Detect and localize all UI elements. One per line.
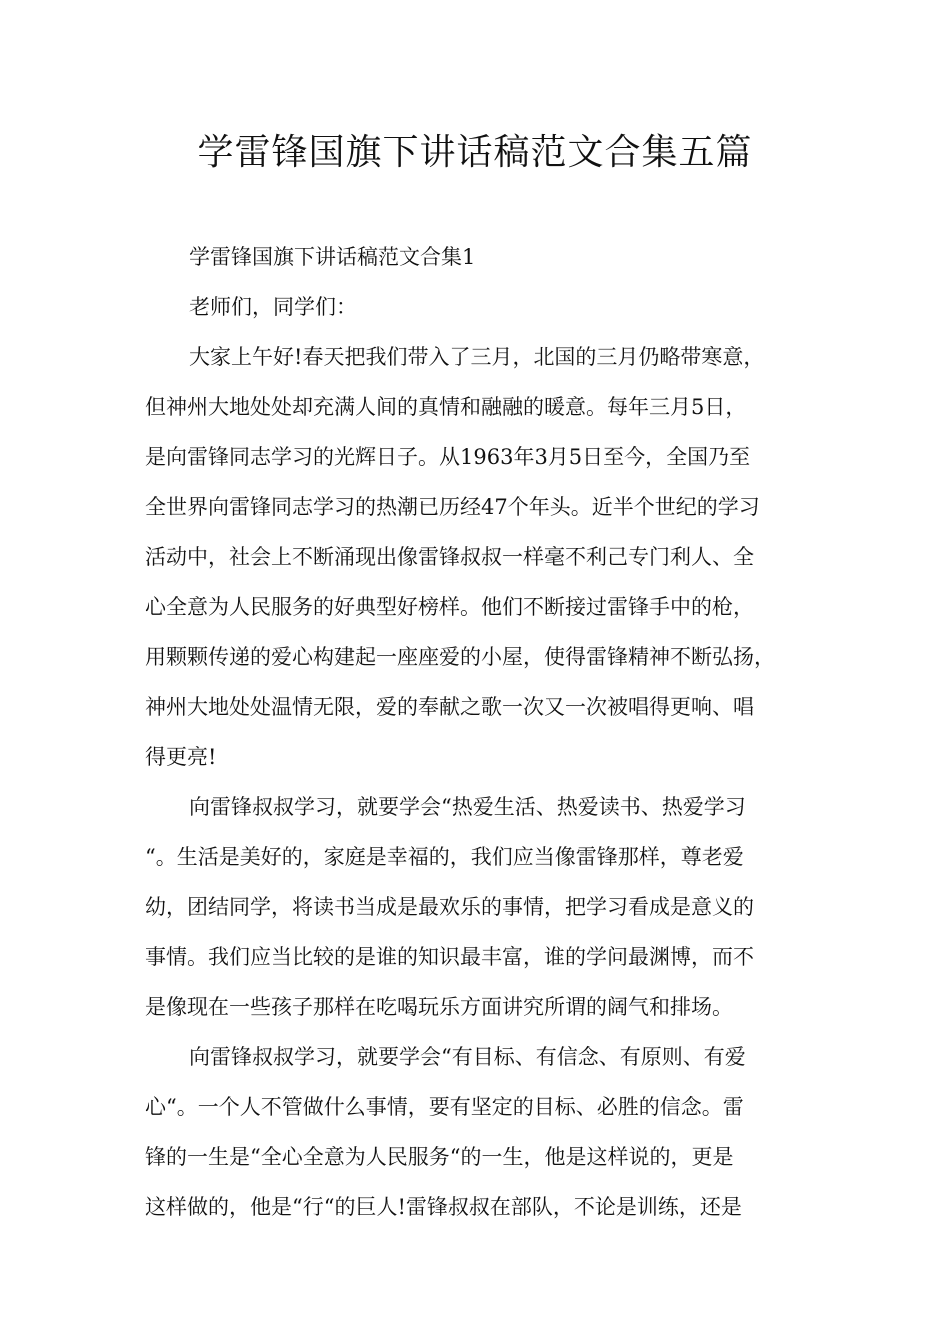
text-line: 这样做的，他是“行“的巨人!雷锋叔叔在部队，不论是训练，还是 <box>145 1195 742 1219</box>
text-line: 但神州大地处处却充满人间的真情和融融的暖意。每年三月5日， <box>145 395 747 419</box>
text-line: 向雷锋叔叔学习，就要学会“热爱生活、热爱读书、热爱学习 <box>189 795 746 819</box>
text-line: 事情。我们应当比较的是谁的知识最丰富，谁的学问最渊博，而不 <box>145 945 754 969</box>
text-line: 老师们，同学们： <box>189 295 357 319</box>
text-line: 全世界向雷锋同志学习的热潮已历经47个年头。近半个世纪的学习 <box>145 495 760 519</box>
text-line: 锋的一生是“全心全意为人民服务“的一生，他是这样说的，更是 <box>145 1145 734 1169</box>
text-line: 是向雷锋同志学习的光辉日子。从1963年3月5日至今，全国乃至 <box>145 445 751 469</box>
text-line: 神州大地处处温情无限，爱的奉献之歌一次又一次被唱得更响、唱 <box>145 695 754 719</box>
text-line: 活动中，社会上不断涌现出像雷锋叔叔一样毫不利己专门利人、全 <box>145 545 754 569</box>
text-line: 心“。一个人不管做什么事情，要有坚定的目标、必胜的信念。雷 <box>145 1095 744 1119</box>
text-line: 用颗颗传递的爱心构建起一座座爱的小屋，使得雷锋精神不断弘扬， <box>145 645 775 669</box>
text-line: 学雷锋国旗下讲话稿范文合集1 <box>189 245 476 269</box>
document-title: 学雷锋国旗下讲话稿范文合集五篇 <box>197 132 753 173</box>
text-line: 心全意为人民服务的好典型好榜样。他们不断接过雷锋手中的枪， <box>145 595 754 619</box>
text-line: 得更亮! <box>145 745 217 769</box>
text-line: “。生活是美好的，家庭是幸福的，我们应当像雷锋那样，尊老爱 <box>145 845 744 869</box>
text-line: 幼，团结同学，将读书当成是最欢乐的事情，把学习看成是意义的 <box>145 895 754 919</box>
text-line: 大家上午好!春天把我们带入了三月，北国的三月仍略带寒意， <box>189 345 765 369</box>
text-line: 向雷锋叔叔学习，就要学会“有目标、有信念、有原则、有爱 <box>189 1045 746 1069</box>
text-line: 是像现在一些孩子那样在吃喝玩乐方面讲究所谓的阔气和排场。 <box>145 995 733 1019</box>
document-body <box>145 232 817 1232</box>
